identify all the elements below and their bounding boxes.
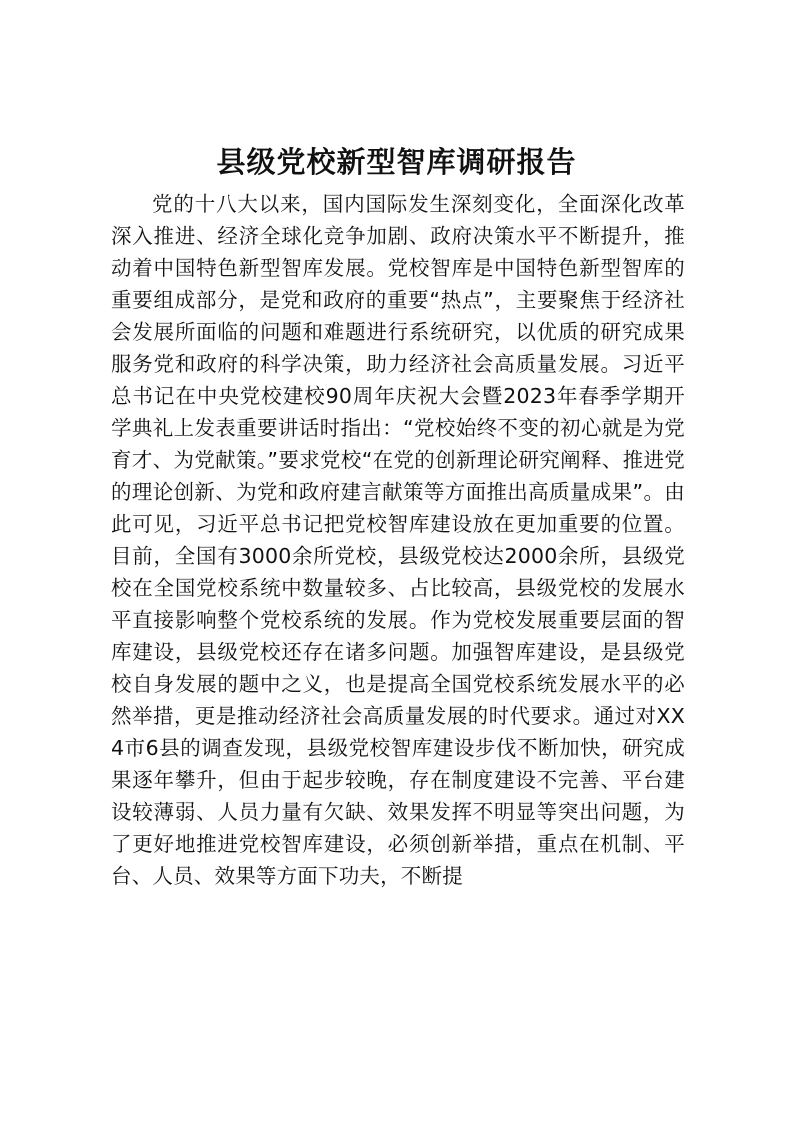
body-paragraph: 党的十八大以来，国内国际发生深刻变化，全面深化改革深入推进、经济全球化竞争加剧、政府决策水平不断提升，推动着中国特色新型智库发展。党校智库是中国特色新型智库的重要组成部分，是党和政府的重要“热点”，主要聚焦于经济社会发展所面临的问题和难题进行系统研究，以优质的研究成果服务党和政府的科学决策，助力经济社会高质量发展。习近平总书记在中央党校建校90周年庆祝大会暨2023年春季学期开学典礼上发表重要讲话时指出：“党校始终不变的初心就是为党育才、为党献策。”要求党校“在党的创新理论研究阐释、推进党的理论创新、为党和政府建言献策等方面推出高质量成果”。由此可见，习近平总书记把党校智库建设放在更加重要的位置。目前，全国有3000余所党校，县级党校达2000余所，县级党校在全国党校系统中数量较多、占比较高，县级党校的发展水平直接影响整个党校系统的发展。作为党校发展重要层面的智库建设，县级党校还存在诸多问题。加强智库建设，是县级党校自身发展的题中之义，也是提高全国党校系统发展水平的必然举措，更是推动经济社会高质量发展的时代要求。通过对XX4市6县的调查发现，县级党校智库建设步伐不断加快，研究成果逐年攀升，但由于起步较晚，存在制度建设不完善、平台建设较薄弱、人员力量有欠缺、效果发挥不明显等突出问题，为了更好地推进党校智库建设，必须创新举措，重点在机制、平台、人员、效果等方面下功夫，不断提 xyxy=(111,192,685,888)
document-title: 县级党校新型智库调研报告 xyxy=(216,145,577,179)
